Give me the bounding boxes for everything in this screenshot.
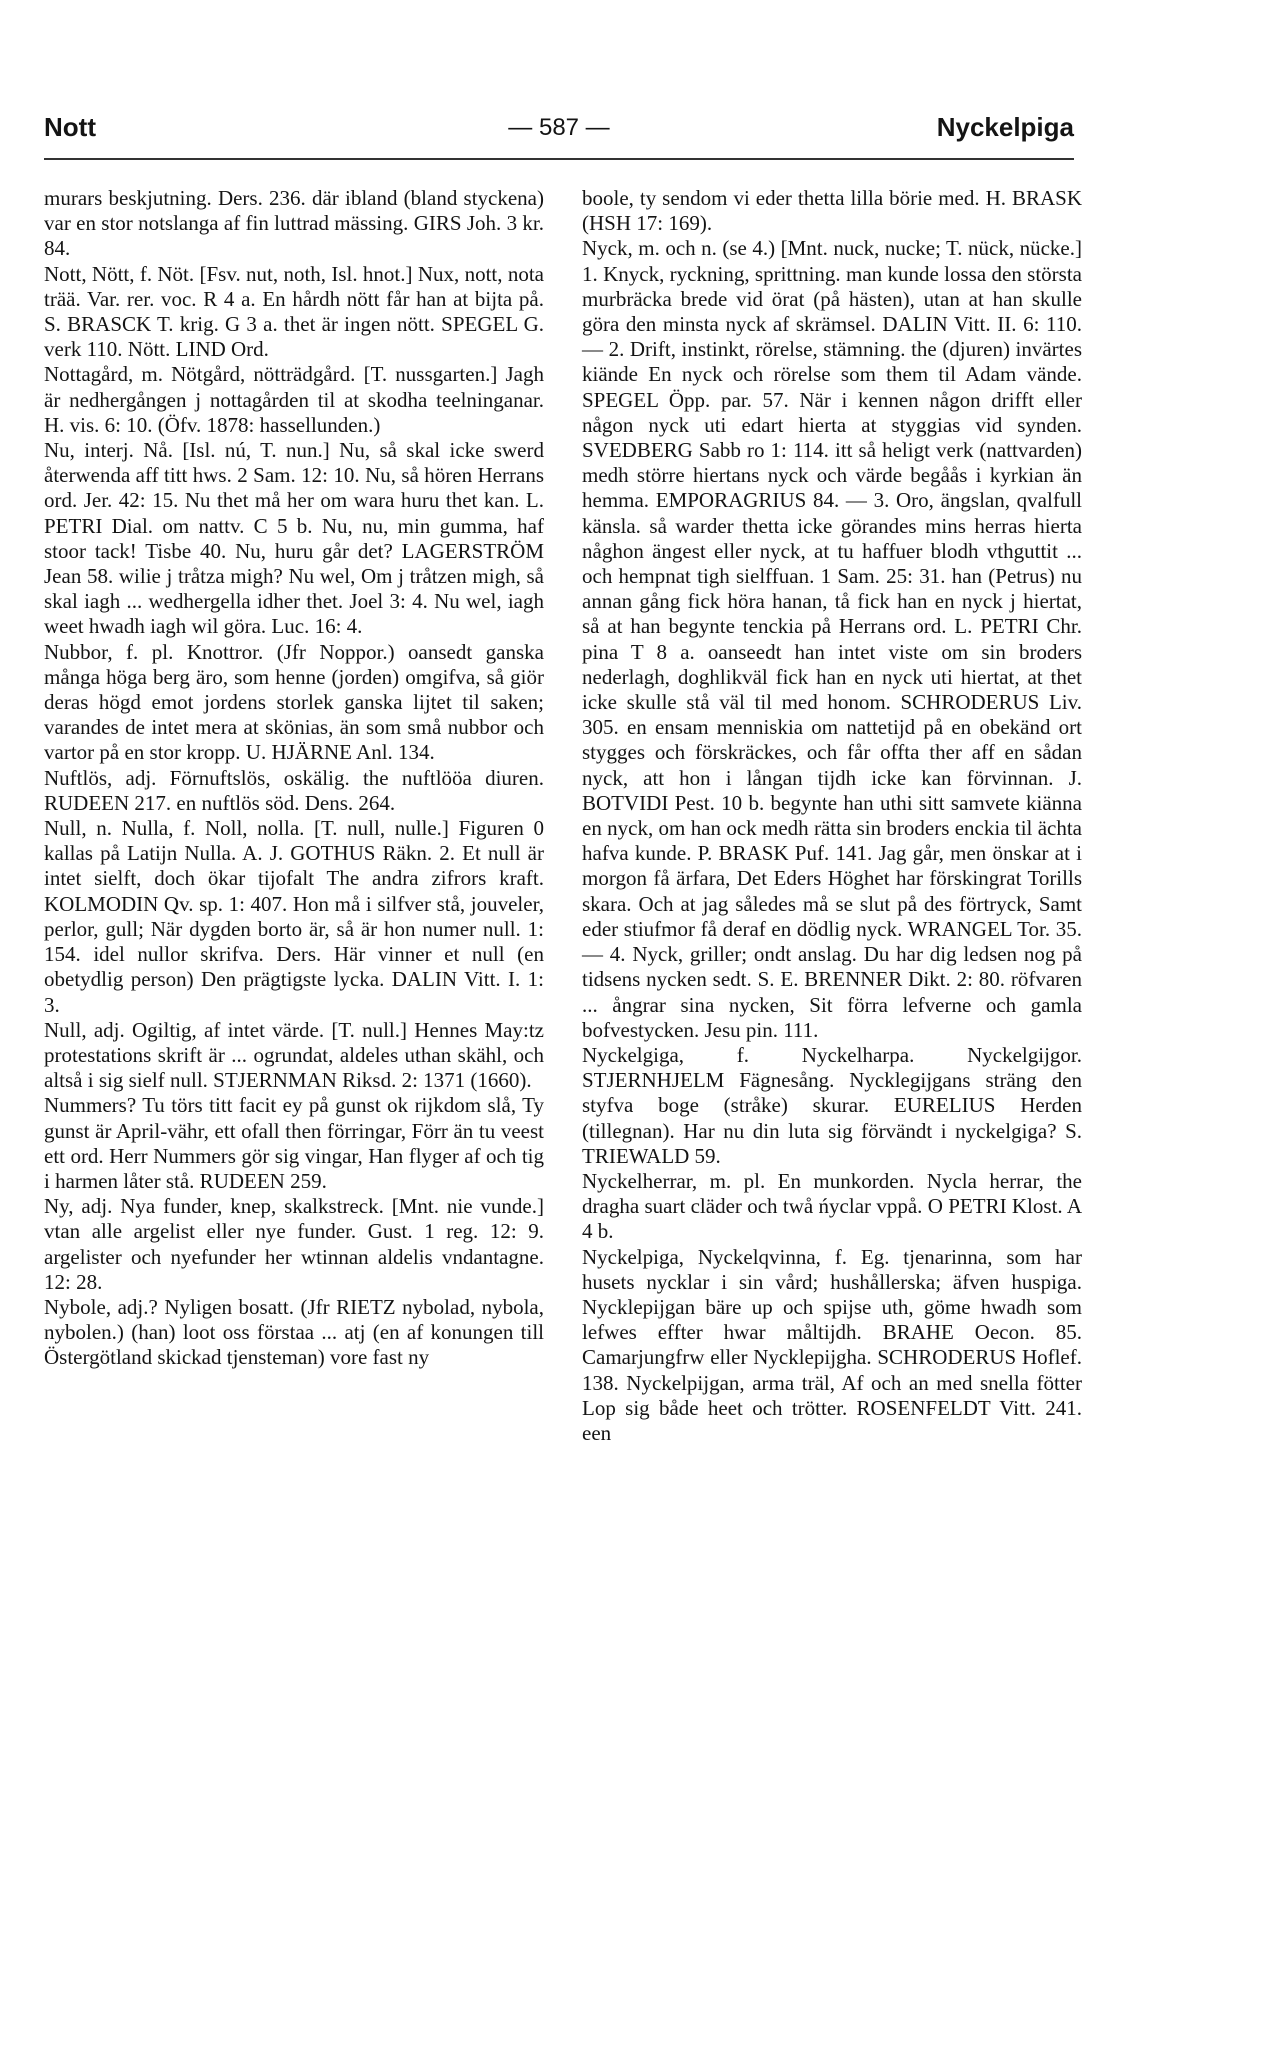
header-rule <box>44 158 1074 160</box>
entry-text-continued: boole, ty sendom vi eder thetta lilla börie med. H. BRASK (HSH 17: 169). <box>582 186 1082 236</box>
entry-nybole: Nybole, adj.? Nyligen bosatt. (Jfr RIETZ nybolad, nybola, nybolen.) (han) loot oss förstaa ... atj (en af konungen till Östergötland skickad tjensteman) vore fast ny <box>44 1294 544 1370</box>
entry-nyck: Nyck, m. och n. (se 4.) [Mnt. nuck, nucke; T. nück, nücke.] 1. Knyck, ryckning, sprittning. man kunde lossa den största murbräcka brede vid örat (på hästen), utan at han skulle göra den minsta nyck af skrämsel. DALIN Vitt. II. 6: 110. — 2. Drift, instinkt, rörelse, stämning. the (djuren) invärtes kiände En nyck och rörelse som them til Adam vände. SPEGEL Öpp. par. 57. När i kennen någon drifft eller någon nyck uti edart hierta at styggias vid synden. SVEDBERG Sabb ro 1: 114. itt så heligt verk (nattvarden) medh större hiertans nyck och värde begåås i kyrkian än hemma. EMPORAGRIUS 84. — 3. Oro, ängslan, qvalfull känsla. så warder thetta icke görandes mins herras hierta någhon ängest eller nyck, at tu haffuer blodh vthguttit ... och hempnat tigh sielffuan. 1 Sam. 25: 31. han (Petrus) nu annan gång fick höra hanan, tå fick han en nyck j hiertat, så at han begynte tenckia på Herrans ord. L. PETRI Chr. pina T 8 a. oanseedt han intet viste om sin broders nederlagh, doghlikväl fick han en nyck uti hiertat, at thet icke skulle stå väl til med honom. SCHRODERUS Liv. 305. en ensam menniskia om nattetijd på en obekänd ort stygges och förskräckes, och får offta ther aff en sådan nyck, att hon i långan tijdh icke kan förvinnan. J. BOTVIDI Pest. 10 b. begynte han uthi sitt samvete kiänna en nyck, om han ock medh rätta sin broders enckia til ächta hafva kunde. P. BRASK Puf. 141. Jag går, men önskar at i morgon få ärfara, Det Eders Höghet har förskingrat Torills skara. Och at jag således må se slut på des förtryck, Samt eder stiufmor få deraf en dödlig nyck. WRANGEL Tor. 35. — 4. Nyck, griller; ondt anslag. Du har dig ledsen nog på tidsens nycken sedt. S. E. BRENNER Dikt. 2: 80. röfvaren ... ångrar sina nycken, Sit förra lefverne och gamla bofvestycken. Jesu pin. 111. <box>582 236 1082 1042</box>
entry-null-noun: Null, n. Nulla, f. Noll, nolla. [T. null, nulle.] Figuren 0 kallas på Latijn Nulla. A. J. GOTHUS Räkn. 2. Et null är intet sielft, doch ökar tijofalt The andra zifrors kraft. KOLMODIN Qv. sp. 1: 407. Hon må i silfver stå, jouveler, perlor, gull; När dygden borto är, så är hon numer null. 1: 154. idel nullor skrifva. Ders. Här vinner et null (en obetydlig person) Den prägtigste lycka. DALIN Vitt. I. 1: 3. <box>44 816 544 1017</box>
header-right-catchword: Nyckelpiga <box>936 112 1074 142</box>
entry-nubbor: Nubbor, f. pl. Knottror. (Jfr Noppor.) oansedt ganska många höga berg äro, som henne (jorden) omgifva, så giör deras högd emot jordens storlek ganska lijtet til saken; varandes de intet mera at skönias, än som små nubbor och vartor på en stor kropp. U. HJÄRNE Anl. 134. <box>44 639 544 765</box>
entry-nyckelherrar: Nyckelherrar, m. pl. En munkorden. Nycla herrar, the dragha suart cläder och twå ńyclar vppå. O PETRI Klost. A 4 b. <box>582 1168 1082 1244</box>
entry-ny: Ny, adj. Nya funder, knep, skalkstreck. [Mnt. nie vunde.] vtan alle argelist eller nye funder. Gust. 1 reg. 12: 9. argelister och nyefunder her wtinnan aldelis vndantagne. 12: 28. <box>44 1194 544 1294</box>
entry-nott: Nott, Nött, f. Nöt. [Fsv. nut, noth, Isl. hnot.] Nux, nott, nota trää. Var. rer. voc. R 4 a. En hårdh nött får han at bijta på. S. BRASCK T. krig. G 3 a. thet är ingen nött. SPEGEL G. verk 110. Nött. LIND Ord. <box>44 261 544 362</box>
entry-nyckelgiga: Nyckelgiga, f. Nyckelharpa. Nyckelgijgor. STJERNHJELM Fägnesång. Nycklegijgans sträng den styfva boge (stråke) skurar. EURELIUS Herden (tillegnan). Har nu din luta sig förvändt i nyckelgiga? S. TRIEWALD 59. <box>582 1042 1082 1168</box>
header-left-catchword: Nott <box>44 112 96 142</box>
entry-text: murars beskjutning. Ders. 236. där ibland (bland styckena) var en stor notslanga af fin luttrad mässing. GIRS Joh. 3 kr. 84. <box>44 186 544 261</box>
right-column <box>582 186 1082 1446</box>
left-column <box>44 186 544 1371</box>
entry-nummers: Nummers? Tu törs titt facit ey på gunst ok rijkdom slå, Ty gunst är April-vähr, ett ofall then förringar, Förr än tu veest ett ord. Herr Nummers gör sig vingar, Han flyger af och tig i harmen låter stå. RUDEEN 259. <box>44 1093 544 1193</box>
page-number: — 587 — <box>508 114 610 141</box>
entry-nu: Nu, interj. Nå. [Isl. nú, T. nun.] Nu, så skal icke swerd återwenda aff titt hws. 2 Sam. 12: 10. Nu, så hören Herrans ord. Jer. 42: 15. Nu thet må her om wara huru thet kan. L. PETRI Dial. om nattv. C 5 b. Nu, nu, min gumma, haf stoor tack! Tisbe 40. Nu, huru går det? LAGERSTRÖM Jean 58. wilie j tråtza migh? Nu wel, Om j tråtzen migh, så skal iagh ... wedhergella idher thet. Joel 3: 4. Nu wel, iagh weet hwadh iagh wil göra. Luc. 16: 4. <box>44 438 544 639</box>
entry-nyckelpiga: Nyckelpiga, Nyckelqvinna, f. Eg. tjenarinna, som har husets nycklar i sin vård; hushållerska; äfven huspiga. Nycklepijgan bäre up och spijse uth, göme hwadh som lefwes effter hwar måltijdh. BRAHE Oecon. 85. Camarjungfrw eller Nycklepijgha. SCHRODERUS Hoflef. 138. Nyckelpijgan, arma träl, Af och an med snella fötter Lop sig både heet och trötter. ROSENFELDT Vitt. 241. een <box>582 1244 1082 1445</box>
entry-nottagard: Nottagård, m. Nötgård, nötträdgård. [T. nussgarten.] Jagh är nedhergången j nottagården til at skodha teelninganar. H. vis. 6: 10. (Öfv. 1878: hassellunden.) <box>44 362 544 437</box>
page-header <box>44 112 1074 156</box>
entry-null-adj: Null, adj. Ogiltig, af intet värde. [T. null.] Hennes May:tz protestations skrift är ... ogrundat, aldeles uthan skähl, och altså i sig sielf null. STJERNMAN Riksd. 2: 1371 (1660). <box>44 1017 544 1093</box>
entry-nuftlos: Nuftlös, adj. Förnuftslös, oskälig. the nuftlööa diuren. RUDEEN 217. en nuftlös söd. Dens. 264. <box>44 765 544 815</box>
